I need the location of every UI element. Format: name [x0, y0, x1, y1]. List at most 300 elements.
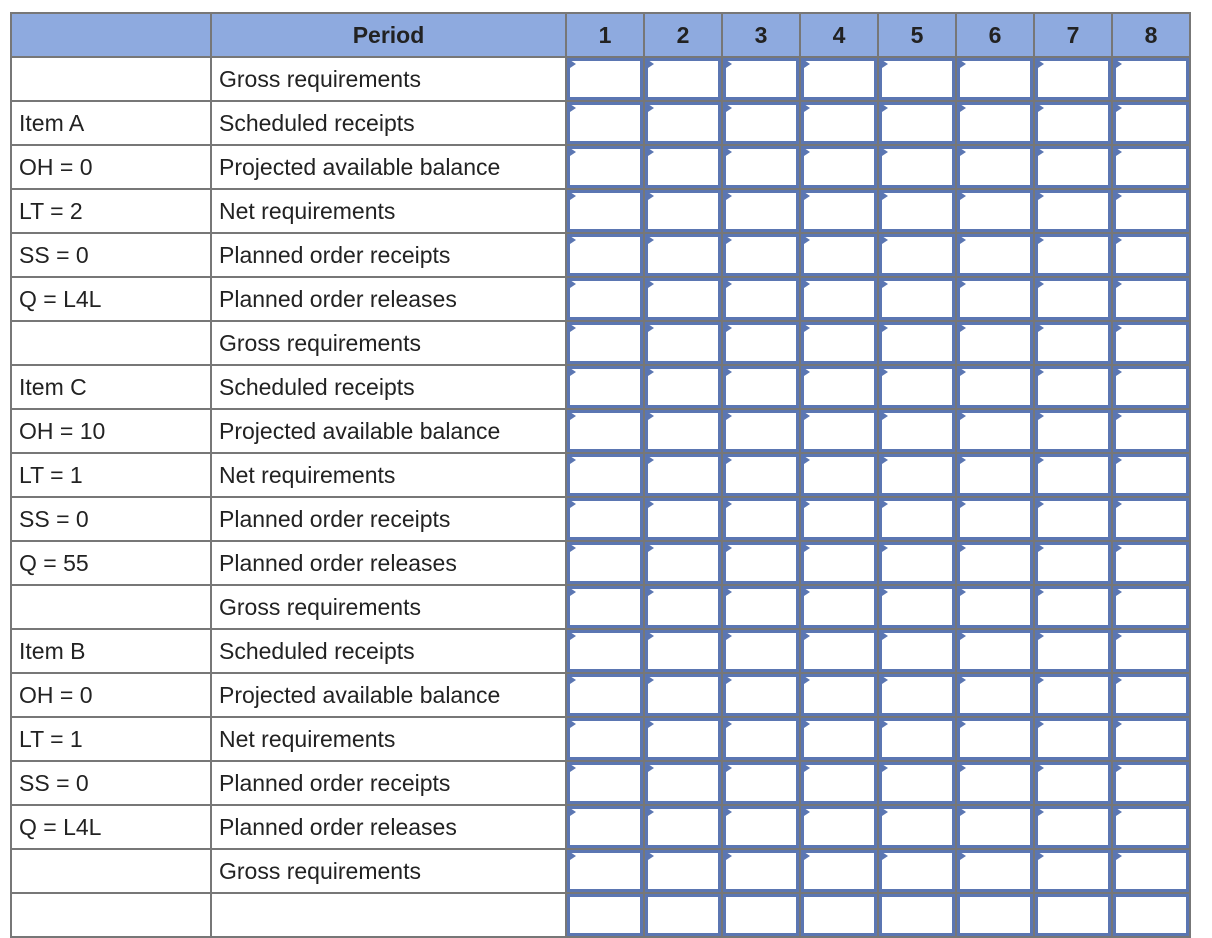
input-cell-period-3[interactable]: [722, 189, 800, 233]
answer-input[interactable]: [723, 630, 799, 672]
answer-input[interactable]: [801, 366, 877, 408]
input-cell-period-1[interactable]: [566, 629, 644, 673]
input-cell-period-5[interactable]: [878, 761, 956, 805]
answer-input[interactable]: [879, 102, 955, 144]
answer-input[interactable]: [879, 674, 955, 716]
answer-input[interactable]: [645, 718, 721, 760]
input-cell-period-6[interactable]: [956, 497, 1034, 541]
input-cell-period-2[interactable]: [644, 541, 722, 585]
input-cell-period-7[interactable]: [1034, 805, 1112, 849]
input-cell-period-7[interactable]: [1034, 629, 1112, 673]
input-cell-period-5[interactable]: [878, 629, 956, 673]
answer-input[interactable]: [567, 806, 643, 848]
answer-input[interactable]: [723, 674, 799, 716]
input-cell-period-7[interactable]: [1034, 541, 1112, 585]
answer-input[interactable]: [723, 322, 799, 364]
answer-input[interactable]: [567, 762, 643, 804]
input-cell-period-2[interactable]: [644, 761, 722, 805]
input-cell-period-2[interactable]: [644, 409, 722, 453]
answer-input[interactable]: [1035, 542, 1111, 584]
answer-input[interactable]: [957, 674, 1033, 716]
input-cell-period-3[interactable]: [722, 409, 800, 453]
answer-input[interactable]: [879, 190, 955, 232]
input-cell-period-4[interactable]: [800, 145, 878, 189]
input-cell-period-6[interactable]: [956, 453, 1034, 497]
input-cell-period-1[interactable]: [566, 409, 644, 453]
answer-input[interactable]: [567, 542, 643, 584]
answer-input[interactable]: [1035, 498, 1111, 540]
answer-input[interactable]: [957, 102, 1033, 144]
input-cell-period-3[interactable]: [722, 541, 800, 585]
answer-input[interactable]: [567, 850, 643, 892]
answer-input[interactable]: [1113, 498, 1189, 540]
answer-input[interactable]: [957, 278, 1033, 320]
answer-input[interactable]: [957, 410, 1033, 452]
answer-input[interactable]: [879, 366, 955, 408]
answer-input[interactable]: [1113, 762, 1189, 804]
input-cell-period-5[interactable]: [878, 145, 956, 189]
answer-input[interactable]: [1035, 630, 1111, 672]
input-cell-period-2[interactable]: [644, 849, 722, 893]
input-cell-period-6[interactable]: [956, 57, 1034, 101]
input-cell-period-4[interactable]: [800, 365, 878, 409]
input-cell-period-8[interactable]: [1112, 761, 1190, 805]
answer-input[interactable]: [801, 586, 877, 628]
answer-input[interactable]: [957, 234, 1033, 276]
answer-input[interactable]: [1035, 190, 1111, 232]
answer-input[interactable]: [567, 894, 643, 936]
input-cell-period-2[interactable]: [644, 585, 722, 629]
input-cell-period-3[interactable]: [722, 673, 800, 717]
answer-input[interactable]: [801, 674, 877, 716]
answer-input[interactable]: [879, 718, 955, 760]
answer-input[interactable]: [879, 278, 955, 320]
answer-input[interactable]: [723, 542, 799, 584]
answer-input[interactable]: [879, 850, 955, 892]
answer-input[interactable]: [1035, 322, 1111, 364]
input-cell-period-1[interactable]: [566, 673, 644, 717]
answer-input[interactable]: [1113, 58, 1189, 100]
answer-input[interactable]: [879, 762, 955, 804]
answer-input[interactable]: [957, 542, 1033, 584]
answer-input[interactable]: [1113, 102, 1189, 144]
answer-input[interactable]: [1113, 410, 1189, 452]
input-cell-period-3[interactable]: [722, 277, 800, 321]
answer-input[interactable]: [801, 278, 877, 320]
input-cell-period-5[interactable]: [878, 409, 956, 453]
input-cell-period-5[interactable]: [878, 277, 956, 321]
input-cell-period-7[interactable]: [1034, 277, 1112, 321]
input-cell-period-3[interactable]: [722, 145, 800, 189]
answer-input[interactable]: [957, 454, 1033, 496]
input-cell-period-8[interactable]: [1112, 233, 1190, 277]
input-cell-period-7[interactable]: [1034, 849, 1112, 893]
answer-input[interactable]: [1035, 586, 1111, 628]
answer-input[interactable]: [567, 58, 643, 100]
answer-input[interactable]: [957, 366, 1033, 408]
answer-input[interactable]: [723, 586, 799, 628]
answer-input[interactable]: [957, 806, 1033, 848]
input-cell-period-4[interactable]: [800, 101, 878, 145]
input-cell-period-6[interactable]: [956, 673, 1034, 717]
input-cell-period-1[interactable]: [566, 277, 644, 321]
input-cell-period-7[interactable]: [1034, 585, 1112, 629]
answer-input[interactable]: [957, 850, 1033, 892]
input-cell-period-7[interactable]: [1034, 321, 1112, 365]
answer-input[interactable]: [1035, 146, 1111, 188]
answer-input[interactable]: [645, 278, 721, 320]
answer-input[interactable]: [1035, 234, 1111, 276]
input-cell-period-2[interactable]: [644, 277, 722, 321]
answer-input[interactable]: [567, 498, 643, 540]
answer-input[interactable]: [645, 454, 721, 496]
answer-input[interactable]: [1113, 278, 1189, 320]
input-cell-period-1[interactable]: [566, 585, 644, 629]
input-cell-period-5[interactable]: [878, 805, 956, 849]
answer-input[interactable]: [567, 190, 643, 232]
answer-input[interactable]: [1035, 58, 1111, 100]
answer-input[interactable]: [801, 542, 877, 584]
input-cell-period-4[interactable]: [800, 497, 878, 541]
input-cell-period-2[interactable]: [644, 673, 722, 717]
input-cell-period-3[interactable]: [722, 761, 800, 805]
input-cell-period-3[interactable]: [722, 365, 800, 409]
answer-input[interactable]: [645, 58, 721, 100]
input-cell-period-8[interactable]: [1112, 717, 1190, 761]
input-cell-period-5[interactable]: [878, 673, 956, 717]
answer-input[interactable]: [879, 410, 955, 452]
answer-input[interactable]: [1113, 234, 1189, 276]
answer-input[interactable]: [1035, 278, 1111, 320]
input-cell-period-1[interactable]: [566, 453, 644, 497]
answer-input[interactable]: [645, 234, 721, 276]
answer-input[interactable]: [801, 718, 877, 760]
input-cell-period-1[interactable]: [566, 717, 644, 761]
answer-input[interactable]: [1113, 718, 1189, 760]
input-cell-period-6[interactable]: [956, 409, 1034, 453]
answer-input[interactable]: [567, 146, 643, 188]
input-cell-period-1[interactable]: [566, 365, 644, 409]
input-cell-period-4[interactable]: [800, 321, 878, 365]
input-cell-period-6[interactable]: [956, 189, 1034, 233]
input-cell-period-1[interactable]: [566, 497, 644, 541]
answer-input[interactable]: [723, 894, 799, 936]
input-cell-period-5[interactable]: [878, 189, 956, 233]
answer-input[interactable]: [645, 806, 721, 848]
answer-input[interactable]: [723, 806, 799, 848]
answer-input[interactable]: [645, 542, 721, 584]
answer-input[interactable]: [801, 102, 877, 144]
answer-input[interactable]: [567, 366, 643, 408]
input-cell-period-8[interactable]: [1112, 321, 1190, 365]
answer-input[interactable]: [1113, 542, 1189, 584]
answer-input[interactable]: [645, 102, 721, 144]
input-cell-period-5[interactable]: [878, 233, 956, 277]
input-cell-period-3[interactable]: [722, 233, 800, 277]
answer-input[interactable]: [567, 630, 643, 672]
input-cell-period-8[interactable]: [1112, 585, 1190, 629]
answer-input[interactable]: [1113, 894, 1189, 936]
answer-input[interactable]: [567, 278, 643, 320]
input-cell-period-2[interactable]: [644, 453, 722, 497]
answer-input[interactable]: [801, 498, 877, 540]
input-cell-period-8[interactable]: [1112, 453, 1190, 497]
input-cell-period-2[interactable]: [644, 365, 722, 409]
input-cell-period-7[interactable]: [1034, 673, 1112, 717]
input-cell-period-4[interactable]: [800, 629, 878, 673]
input-cell-period-8[interactable]: [1112, 189, 1190, 233]
input-cell-period-4[interactable]: [800, 277, 878, 321]
answer-input[interactable]: [645, 366, 721, 408]
input-cell-period-1[interactable]: [566, 805, 644, 849]
input-cell-period-7[interactable]: [1034, 717, 1112, 761]
input-cell-period-7[interactable]: [1034, 453, 1112, 497]
answer-input[interactable]: [957, 630, 1033, 672]
input-cell-period-8[interactable]: [1112, 497, 1190, 541]
answer-input[interactable]: [723, 190, 799, 232]
answer-input[interactable]: [1035, 718, 1111, 760]
answer-input[interactable]: [1035, 366, 1111, 408]
answer-input[interactable]: [801, 762, 877, 804]
answer-input[interactable]: [645, 498, 721, 540]
answer-input[interactable]: [801, 850, 877, 892]
input-cell-period-6[interactable]: [956, 629, 1034, 673]
input-cell-period-4[interactable]: [800, 673, 878, 717]
input-cell-period-7[interactable]: [1034, 145, 1112, 189]
answer-input[interactable]: [957, 498, 1033, 540]
input-cell-period-2[interactable]: [644, 321, 722, 365]
input-cell-period-3[interactable]: [722, 717, 800, 761]
input-cell-period-7[interactable]: [1034, 365, 1112, 409]
answer-input[interactable]: [879, 630, 955, 672]
input-cell-period-1[interactable]: [566, 189, 644, 233]
input-cell-period-8[interactable]: [1112, 541, 1190, 585]
answer-input[interactable]: [801, 894, 877, 936]
answer-input[interactable]: [723, 102, 799, 144]
answer-input[interactable]: [723, 146, 799, 188]
answer-input[interactable]: [1113, 190, 1189, 232]
answer-input[interactable]: [879, 454, 955, 496]
input-cell-period-4[interactable]: [800, 761, 878, 805]
input-cell-period-6[interactable]: [956, 805, 1034, 849]
answer-input[interactable]: [957, 762, 1033, 804]
input-cell-period-6[interactable]: [956, 585, 1034, 629]
answer-input[interactable]: [1035, 674, 1111, 716]
answer-input[interactable]: [645, 146, 721, 188]
answer-input[interactable]: [801, 806, 877, 848]
answer-input[interactable]: [645, 322, 721, 364]
answer-input[interactable]: [879, 894, 955, 936]
input-cell-period-1[interactable]: [566, 145, 644, 189]
answer-input[interactable]: [1113, 850, 1189, 892]
answer-input[interactable]: [1035, 102, 1111, 144]
answer-input[interactable]: [1035, 454, 1111, 496]
input-cell-period-6[interactable]: [956, 101, 1034, 145]
input-cell-period-8[interactable]: [1112, 57, 1190, 101]
answer-input[interactable]: [567, 718, 643, 760]
answer-input[interactable]: [957, 190, 1033, 232]
answer-input[interactable]: [801, 58, 877, 100]
input-cell-period-3[interactable]: [722, 101, 800, 145]
input-cell-period-5[interactable]: [878, 57, 956, 101]
input-cell-period-1[interactable]: [566, 849, 644, 893]
input-cell-period-4[interactable]: [800, 717, 878, 761]
input-cell-period-7[interactable]: [1034, 409, 1112, 453]
input-cell-period-1[interactable]: [566, 57, 644, 101]
answer-input[interactable]: [957, 58, 1033, 100]
input-cell-period-2[interactable]: [644, 189, 722, 233]
answer-input[interactable]: [645, 586, 721, 628]
input-cell-period-4[interactable]: [800, 541, 878, 585]
input-cell-period-6[interactable]: [956, 365, 1034, 409]
input-cell-period-7[interactable]: [1034, 189, 1112, 233]
input-cell-period-2[interactable]: [644, 233, 722, 277]
input-cell-period-1[interactable]: [566, 541, 644, 585]
input-cell-period-6[interactable]: [956, 277, 1034, 321]
answer-input[interactable]: [801, 146, 877, 188]
input-cell-period-3[interactable]: [722, 805, 800, 849]
input-cell-period-2[interactable]: [644, 57, 722, 101]
answer-input[interactable]: [1113, 630, 1189, 672]
answer-input[interactable]: [1113, 586, 1189, 628]
answer-input[interactable]: [645, 762, 721, 804]
answer-input[interactable]: [801, 454, 877, 496]
input-cell-period-8[interactable]: [1112, 409, 1190, 453]
answer-input[interactable]: [567, 674, 643, 716]
answer-input[interactable]: [1113, 146, 1189, 188]
input-cell-period-5[interactable]: [878, 541, 956, 585]
input-cell-period-5[interactable]: [878, 717, 956, 761]
answer-input[interactable]: [645, 630, 721, 672]
answer-input[interactable]: [1113, 806, 1189, 848]
answer-input[interactable]: [645, 674, 721, 716]
answer-input[interactable]: [723, 498, 799, 540]
answer-input[interactable]: [879, 542, 955, 584]
input-cell-period-3[interactable]: [722, 453, 800, 497]
input-cell-period-8[interactable]: [1112, 365, 1190, 409]
input-cell-period-8[interactable]: [1112, 805, 1190, 849]
input-cell-period-7[interactable]: [1034, 57, 1112, 101]
input-cell-period-5[interactable]: [878, 101, 956, 145]
answer-input[interactable]: [801, 190, 877, 232]
input-cell-period-1[interactable]: [566, 233, 644, 277]
answer-input[interactable]: [567, 454, 643, 496]
input-cell-period-8[interactable]: [1112, 849, 1190, 893]
answer-input[interactable]: [723, 718, 799, 760]
answer-input[interactable]: [723, 234, 799, 276]
input-cell-period-7[interactable]: [1034, 233, 1112, 277]
input-cell-period-8[interactable]: [1112, 277, 1190, 321]
answer-input[interactable]: [801, 630, 877, 672]
input-cell-period-6[interactable]: [956, 233, 1034, 277]
input-cell-period-2[interactable]: [644, 145, 722, 189]
answer-input[interactable]: [1035, 894, 1111, 936]
answer-input[interactable]: [957, 586, 1033, 628]
input-cell-period-5[interactable]: [878, 585, 956, 629]
answer-input[interactable]: [1113, 366, 1189, 408]
input-cell-period-4[interactable]: [800, 805, 878, 849]
answer-input[interactable]: [1035, 806, 1111, 848]
answer-input[interactable]: [645, 190, 721, 232]
input-cell-period-2[interactable]: [644, 101, 722, 145]
answer-input[interactable]: [879, 58, 955, 100]
input-cell-period-1[interactable]: [566, 761, 644, 805]
answer-input[interactable]: [723, 762, 799, 804]
answer-input[interactable]: [957, 894, 1033, 936]
input-cell-period-4[interactable]: [800, 409, 878, 453]
answer-input[interactable]: [645, 850, 721, 892]
answer-input[interactable]: [567, 322, 643, 364]
answer-input[interactable]: [801, 234, 877, 276]
input-cell-period-7[interactable]: [1034, 761, 1112, 805]
answer-input[interactable]: [957, 718, 1033, 760]
input-cell-period-8[interactable]: [1112, 101, 1190, 145]
answer-input[interactable]: [1035, 850, 1111, 892]
answer-input[interactable]: [879, 498, 955, 540]
input-cell-period-6[interactable]: [956, 761, 1034, 805]
input-cell-period-6[interactable]: [956, 849, 1034, 893]
answer-input[interactable]: [645, 410, 721, 452]
answer-input[interactable]: [723, 850, 799, 892]
answer-input[interactable]: [1035, 410, 1111, 452]
answer-input[interactable]: [567, 410, 643, 452]
answer-input[interactable]: [879, 146, 955, 188]
answer-input[interactable]: [801, 322, 877, 364]
input-cell-period-7[interactable]: [1034, 101, 1112, 145]
input-cell-period-4[interactable]: [800, 233, 878, 277]
input-cell-period-4[interactable]: [800, 585, 878, 629]
answer-input[interactable]: [723, 278, 799, 320]
answer-input[interactable]: [723, 58, 799, 100]
input-cell-period-3[interactable]: [722, 321, 800, 365]
input-cell-period-8[interactable]: [1112, 145, 1190, 189]
answer-input[interactable]: [645, 894, 721, 936]
input-cell-period-3[interactable]: [722, 585, 800, 629]
input-cell-period-4[interactable]: [800, 453, 878, 497]
answer-input[interactable]: [957, 322, 1033, 364]
input-cell-period-8[interactable]: [1112, 629, 1190, 673]
input-cell-period-4[interactable]: [800, 849, 878, 893]
input-cell-period-6[interactable]: [956, 321, 1034, 365]
input-cell-period-1[interactable]: [566, 101, 644, 145]
answer-input[interactable]: [723, 410, 799, 452]
answer-input[interactable]: [801, 410, 877, 452]
input-cell-period-2[interactable]: [644, 805, 722, 849]
input-cell-period-3[interactable]: [722, 629, 800, 673]
input-cell-period-1[interactable]: [566, 321, 644, 365]
input-cell-period-3[interactable]: [722, 497, 800, 541]
input-cell-period-5[interactable]: [878, 321, 956, 365]
answer-input[interactable]: [1035, 762, 1111, 804]
input-cell-period-3[interactable]: [722, 849, 800, 893]
input-cell-period-5[interactable]: [878, 849, 956, 893]
answer-input[interactable]: [879, 322, 955, 364]
input-cell-period-6[interactable]: [956, 145, 1034, 189]
input-cell-period-7[interactable]: [1034, 497, 1112, 541]
input-cell-period-5[interactable]: [878, 453, 956, 497]
answer-input[interactable]: [1113, 322, 1189, 364]
input-cell-period-5[interactable]: [878, 365, 956, 409]
answer-input[interactable]: [879, 586, 955, 628]
input-cell-period-4[interactable]: [800, 189, 878, 233]
answer-input[interactable]: [723, 366, 799, 408]
input-cell-period-5[interactable]: [878, 497, 956, 541]
input-cell-period-6[interactable]: [956, 541, 1034, 585]
answer-input[interactable]: [567, 102, 643, 144]
answer-input[interactable]: [1113, 674, 1189, 716]
answer-input[interactable]: [1113, 454, 1189, 496]
input-cell-period-2[interactable]: [644, 629, 722, 673]
